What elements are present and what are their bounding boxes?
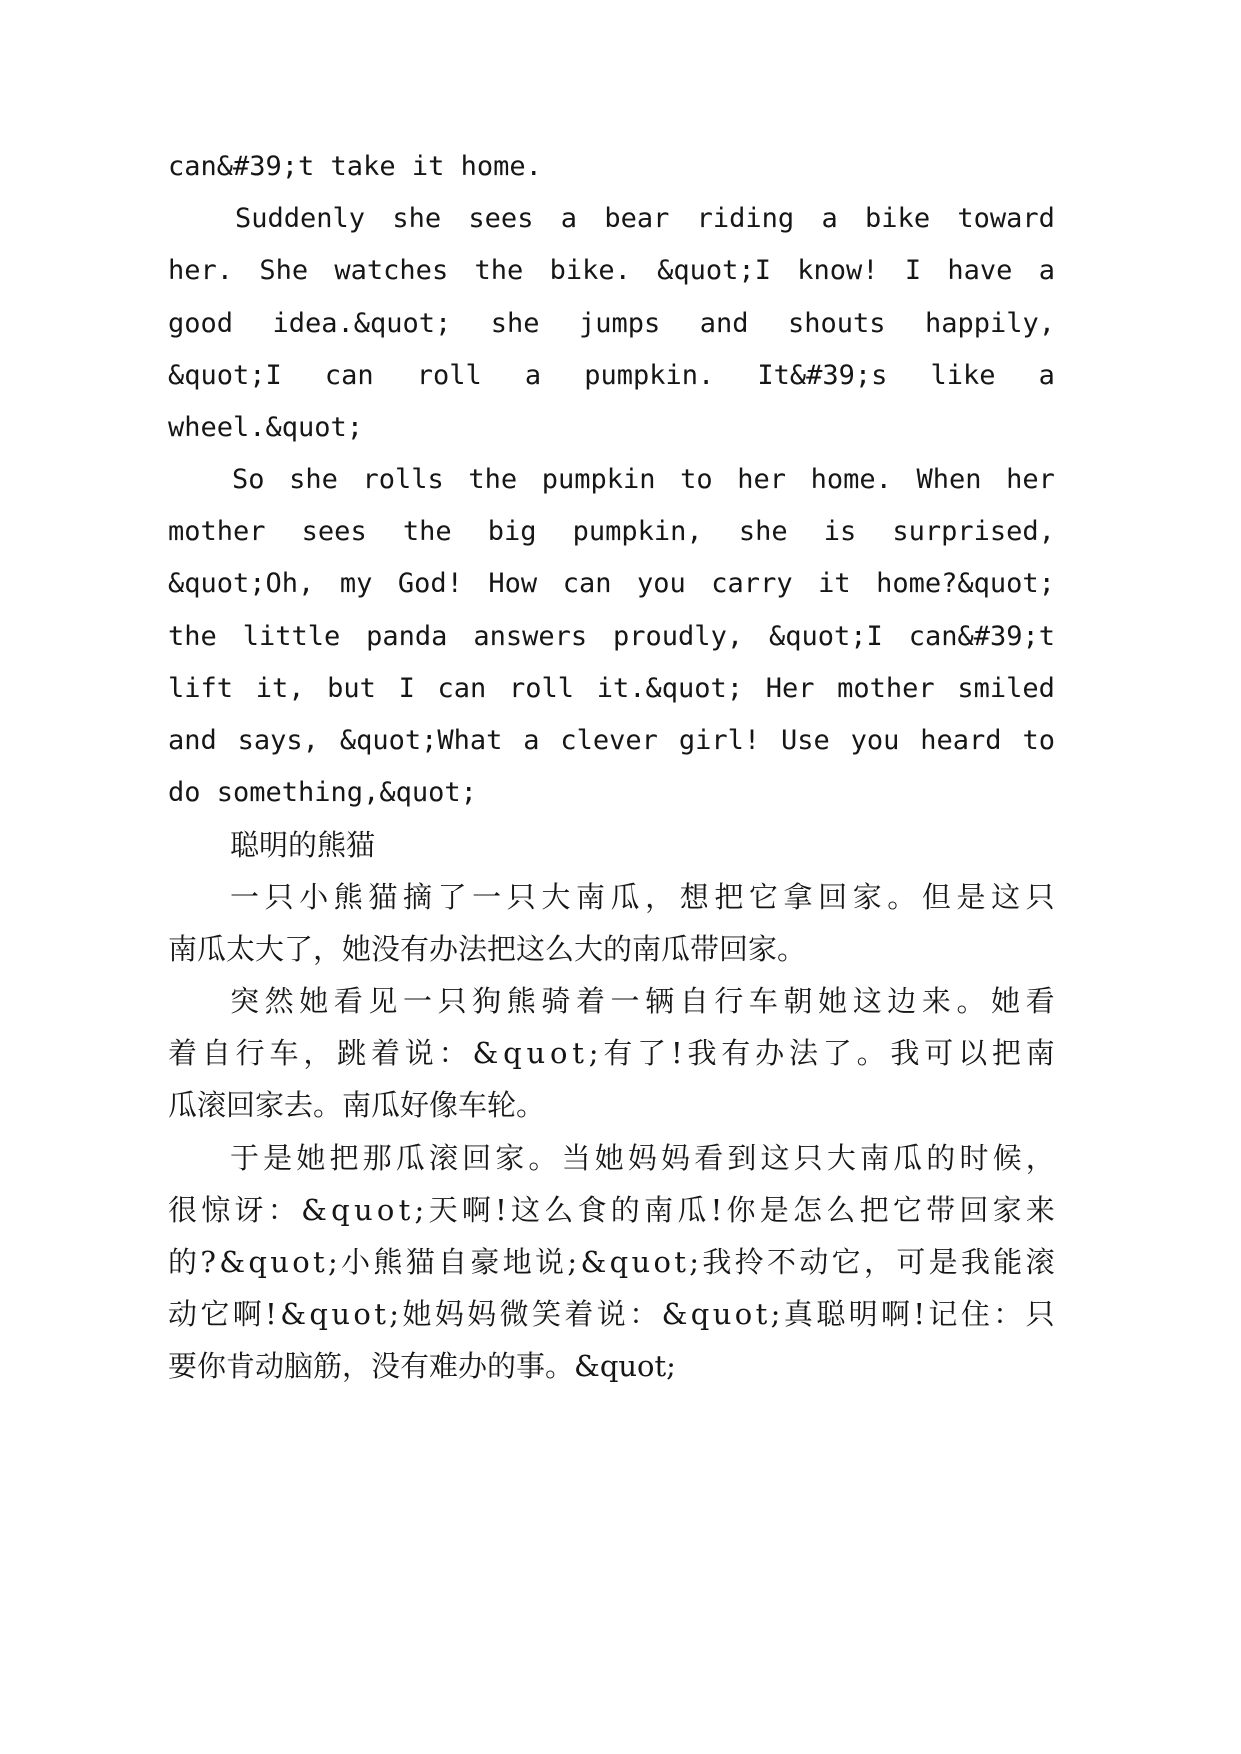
text-line: &quot;I can roll a pumpkin. It&#39;s like a [168,360,1055,391]
text-line: do something,&quot; [168,777,477,808]
text-line: 要你肯动脑筋，没有难办的事。&quot; [168,1349,676,1383]
text-line: the little panda answers proudly, &quot;I can&#39;t [168,621,1055,652]
text-line: So she rolls the pumpkin to her home. When her [232,464,1055,495]
text-line: 很 惊 讶 ： & q u o t ; 天 啊 ! 这 么 食 的 南 瓜 ! 你 是 怎 么 把 它 带 回 家 来 [168,1193,1055,1227]
text-line: 突 然 她 看 见 一 只 狗 熊 骑 着 一 辆 自 行 车 朝 她 这 边 来 。 她 看 [230,984,1055,1018]
text-line: 着 自 行 车 ， 跳 着 说 ： & q u o t ; 有 了 ! 我 有 办 法 了 。 我 可 以 把 南 [168,1036,1055,1070]
text-line: &quot;Oh, my God! How can you carry it home?&quot; [168,568,1055,599]
text-line: 于 是 她 把 那 瓜 滚 回 家 。 当 她 妈 妈 看 到 这 只 大 南 瓜 的 时 候 ， [230,1141,1055,1175]
text-line: 一 只 小 熊 猫 摘 了 一 只 大 南 瓜 ， 想 把 它 拿 回 家 。 但 是 这 只 [230,880,1055,914]
text-line: 瓜滚回家去。南瓜好像车轮。 [168,1088,546,1122]
text-line: 南瓜太大了，她没有办法把这么大的南瓜带回家。 [168,932,807,966]
text-line: can&#39;t take it home. [168,151,542,182]
text-line: mother sees the big pumpkin, she is surprised, [168,516,1055,547]
text-line: her. She watches the bike. &quot;I know! I have a [168,255,1055,286]
text-line: and says, &quot;What a clever girl! Use you heard to [168,725,1055,756]
text-line: Suddenly she sees a bear riding a bike toward [235,203,1055,234]
text-line: 的 ? & q u o t ; 小 熊 猫 自 豪 地 说 ; & q u o t ; 我 拎 不 动 它 ， 可 是 我 能 滚 [168,1245,1055,1279]
section-title: 聪明的熊猫 [230,828,376,862]
text-line: lift it, but I can roll it.&quot; Her mother smiled [168,673,1055,704]
text-line: good idea.&quot; she jumps and shouts happily, [168,308,1055,339]
text-line: wheel.&quot; [168,412,364,443]
text-line: 动 它 啊 ! & q u o t ; 她 妈 妈 微 笑 着 说 ： & q u o t ; 真 聪 明 啊 ! 记 住 ： 只 [168,1297,1055,1331]
